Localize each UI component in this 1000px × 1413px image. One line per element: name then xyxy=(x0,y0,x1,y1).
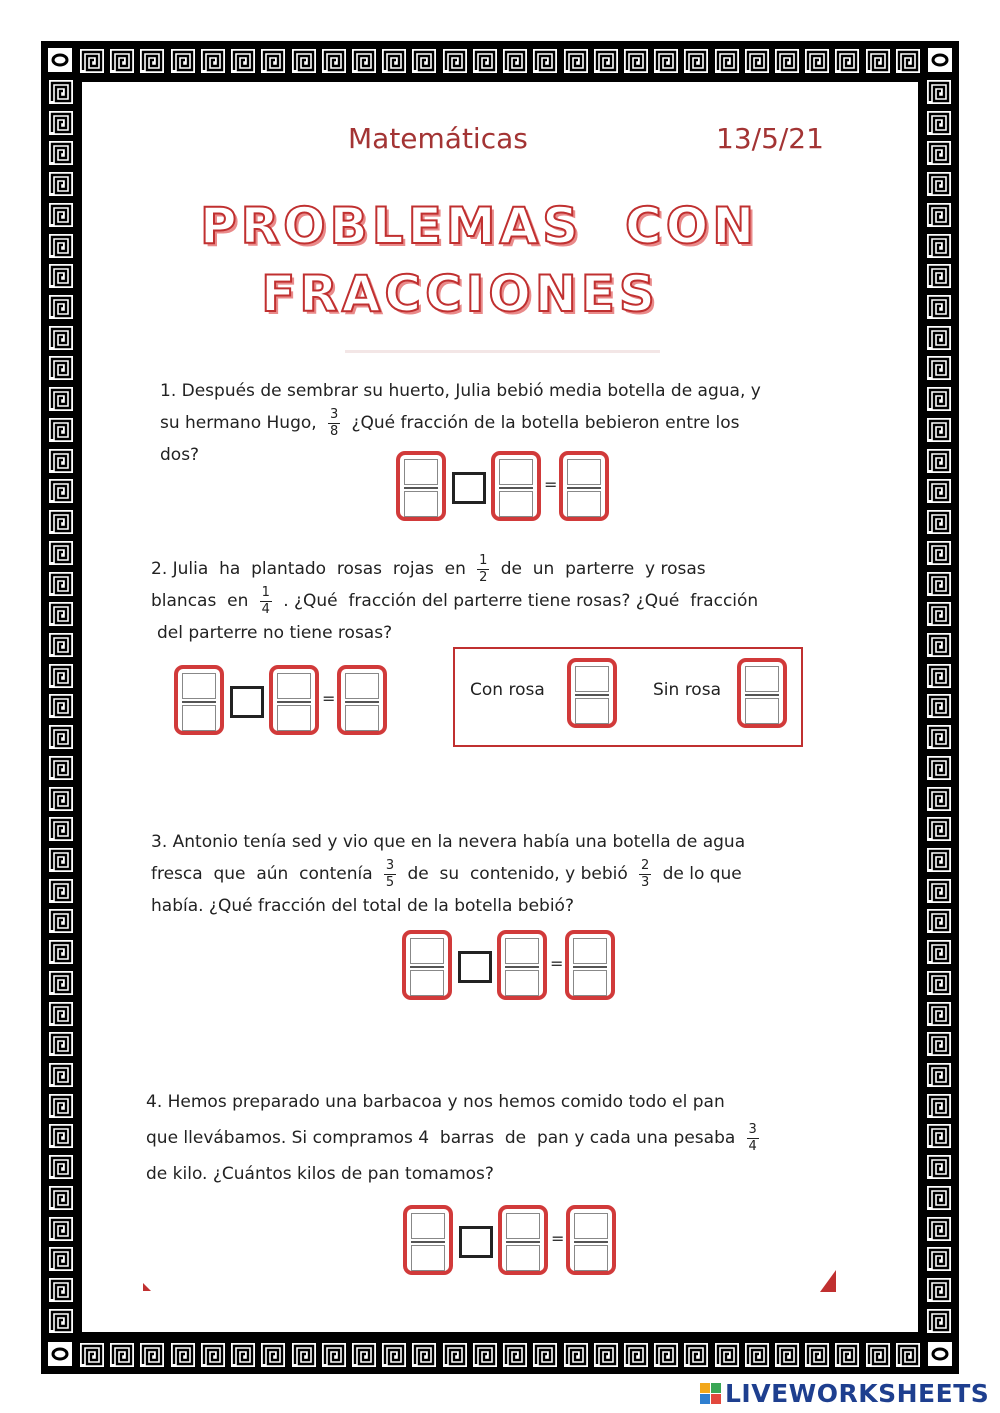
fraction-answer-box xyxy=(403,1205,453,1275)
greek-key-tile-icon xyxy=(927,541,951,565)
greek-key-tile-icon xyxy=(231,49,255,73)
operator-input[interactable] xyxy=(459,1226,493,1258)
fraction-bar xyxy=(345,701,379,703)
problem-1-text-part: ¿Qué fracción de la botella bebieron entre los xyxy=(351,413,740,433)
greek-key-tile-icon xyxy=(322,1343,346,1367)
denominator: 8 xyxy=(329,423,339,439)
greek-key-tile-icon xyxy=(896,49,920,73)
equals-sign: = xyxy=(550,954,564,973)
denominator-input[interactable] xyxy=(404,491,438,517)
denominator-input[interactable] xyxy=(567,491,601,517)
greek-key-tile-icon xyxy=(292,49,316,73)
greek-key-tile-icon xyxy=(49,1247,73,1271)
greek-key-tile-icon xyxy=(775,1343,799,1367)
greek-key-tile-icon xyxy=(412,1343,436,1367)
fraction-answer-box xyxy=(565,930,615,1000)
greek-key-tile-icon xyxy=(927,694,951,718)
greek-key-tile-icon xyxy=(201,49,225,73)
brand-name: LIVEWORKSHEETS xyxy=(725,1378,990,1408)
problem-1-line-3: dos? xyxy=(160,445,200,465)
problem-3-line-3: había. ¿Qué fracción del total de la botella bebió? xyxy=(151,896,574,916)
greek-key-tile-icon xyxy=(80,49,104,73)
fraction-bar xyxy=(499,487,533,489)
equals-sign: = xyxy=(544,475,558,494)
greek-key-tile-icon xyxy=(927,572,951,596)
greek-key-tile-icon xyxy=(927,1032,951,1056)
greek-key-tile-icon xyxy=(927,940,951,964)
fraction xyxy=(747,1123,759,1154)
numerator-input[interactable] xyxy=(575,666,609,692)
greek-key-tile-icon xyxy=(927,633,951,657)
numerator-input[interactable] xyxy=(573,938,607,964)
numerator: 1 xyxy=(479,552,488,568)
greek-key-tile-icon xyxy=(805,49,829,73)
denominator-input[interactable] xyxy=(573,970,607,996)
greek-key-tile-icon xyxy=(49,787,73,811)
operator-input[interactable] xyxy=(458,951,492,983)
problem-3-line-2 xyxy=(151,858,821,890)
greek-key-tile-icon xyxy=(775,49,799,73)
greek-key-tile-icon xyxy=(715,49,739,73)
greek-key-tile-icon xyxy=(261,1343,285,1367)
greek-key-tile-icon xyxy=(927,1002,951,1026)
greek-key-tile-icon xyxy=(49,1309,73,1333)
fraction-answer-box xyxy=(559,451,609,521)
corner-ornament-icon xyxy=(47,47,73,73)
greek-key-tile-icon xyxy=(49,234,73,258)
greek-key-tile-icon xyxy=(201,1343,225,1367)
con-rosa-label: Con rosa xyxy=(470,680,545,700)
greek-key-tile-icon xyxy=(473,1343,497,1367)
greek-key-tile-icon xyxy=(171,1343,195,1367)
greek-key-tile-icon xyxy=(927,787,951,811)
numerator-input[interactable] xyxy=(505,938,539,964)
fraction-bar xyxy=(567,487,601,489)
greek-key-tile-icon xyxy=(927,80,951,104)
greek-key-tile-icon xyxy=(49,264,73,288)
greek-key-tile-icon xyxy=(927,909,951,933)
denominator-input[interactable] xyxy=(345,705,379,731)
problem-2-line-1 xyxy=(151,553,821,585)
greek-key-tile-icon xyxy=(927,664,951,688)
equals-sign: = xyxy=(322,689,336,708)
denominator-input[interactable] xyxy=(499,491,533,517)
numerator-input[interactable] xyxy=(499,459,533,485)
greek-key-tile-icon xyxy=(473,49,497,73)
fraction-answer-box xyxy=(737,658,787,728)
numerator-input[interactable] xyxy=(345,673,379,699)
greek-key-tile-icon xyxy=(49,940,73,964)
greek-key-tile-icon xyxy=(49,848,73,872)
title-line-1: PROBLEMAS CON xyxy=(200,197,759,255)
numerator-input[interactable] xyxy=(411,1213,445,1239)
problem-2-text-part: . ¿Qué fracción del parterre tiene rosas? ¿Qué fracción xyxy=(283,591,759,611)
greek-key-tile-icon xyxy=(684,49,708,73)
greek-key-tile-icon xyxy=(49,694,73,718)
greek-key-tile-icon xyxy=(49,1032,73,1056)
denominator: 4 xyxy=(748,1138,757,1154)
title-divider xyxy=(345,350,660,353)
greek-key-tile-icon xyxy=(927,326,951,350)
greek-key-tile-icon xyxy=(927,725,951,749)
greek-key-tile-icon xyxy=(927,203,951,227)
greek-key-tile-icon xyxy=(927,1155,951,1179)
fraction-answer-box xyxy=(498,1205,548,1275)
greek-key-tile-icon xyxy=(654,49,678,73)
greek-key-tile-icon xyxy=(927,234,951,258)
greek-key-tile-icon xyxy=(443,49,467,73)
problem-3-text xyxy=(151,826,821,922)
greek-key-tile-icon xyxy=(927,172,951,196)
greek-key-tile-icon xyxy=(927,1186,951,1210)
greek-key-tile-icon xyxy=(927,356,951,380)
problem-1-line-2 xyxy=(160,407,820,439)
fraction-answer-box xyxy=(402,930,452,1000)
greek-key-tile-icon xyxy=(927,141,951,165)
greek-key-tile-icon xyxy=(745,49,769,73)
greek-key-tile-icon xyxy=(261,49,285,73)
numerator-input[interactable] xyxy=(182,673,216,699)
greek-key-tile-icon xyxy=(927,418,951,442)
border-left xyxy=(46,80,76,1333)
border-right xyxy=(924,80,954,1333)
greek-key-tile-icon xyxy=(503,49,527,73)
problem-1-text-part: su hermano Hugo, xyxy=(160,413,317,433)
numerator-input[interactable] xyxy=(404,459,438,485)
denominator-input[interactable] xyxy=(575,698,609,724)
numerator-input[interactable] xyxy=(410,938,444,964)
greek-key-tile-icon xyxy=(443,1343,467,1367)
greek-key-tile-icon xyxy=(382,1343,406,1367)
problem-4-line-3: de kilo. ¿Cuántos kilos de pan tomamos? xyxy=(146,1164,494,1184)
greek-key-tile-icon xyxy=(49,203,73,227)
fraction xyxy=(328,408,340,439)
fraction-bar xyxy=(505,966,539,968)
fraction-answer-box xyxy=(567,658,617,728)
fraction xyxy=(260,586,272,617)
greek-key-tile-icon xyxy=(80,1343,104,1367)
numerator: 2 xyxy=(641,857,650,873)
greek-key-tile-icon xyxy=(412,49,436,73)
greek-key-tile-icon xyxy=(110,49,134,73)
problem-2-text-part: 2. Julia ha plantado rosas rojas en xyxy=(151,559,466,579)
date-label: 13/5/21 xyxy=(716,122,824,155)
fraction-bar xyxy=(745,694,779,696)
numerator: 1 xyxy=(261,584,270,600)
problem-2-text xyxy=(151,553,821,649)
greek-key-tile-icon xyxy=(927,1278,951,1302)
problem-3-text-part: de su contenido, y bebió xyxy=(407,864,628,884)
corner-ornament-icon xyxy=(47,1341,73,1367)
greek-key-tile-icon xyxy=(49,971,73,995)
border-bottom xyxy=(80,1340,920,1370)
greek-key-tile-icon xyxy=(927,479,951,503)
liveworksheets-logo[interactable] xyxy=(700,1378,989,1408)
problem-4-line-1: 4. Hemos preparado una barbacoa y nos hemos comido todo el pan xyxy=(146,1092,725,1112)
greek-key-tile-icon xyxy=(49,1002,73,1026)
denominator-input[interactable] xyxy=(745,698,779,724)
greek-key-tile-icon xyxy=(896,1343,920,1367)
greek-key-tile-icon xyxy=(927,879,951,903)
fraction-bar xyxy=(575,694,609,696)
denominator: 5 xyxy=(385,874,395,890)
greek-key-tile-icon xyxy=(927,449,951,473)
numerator-input[interactable] xyxy=(745,666,779,692)
greek-key-tile-icon xyxy=(49,295,73,319)
greek-key-tile-icon xyxy=(382,49,406,73)
greek-key-tile-icon xyxy=(49,510,73,534)
numerator-input[interactable] xyxy=(567,459,601,485)
fraction-answer-box xyxy=(497,930,547,1000)
border-top xyxy=(80,46,920,76)
greek-key-tile-icon xyxy=(533,1343,557,1367)
greek-key-tile-icon xyxy=(927,1309,951,1333)
fraction-answer-box xyxy=(566,1205,616,1275)
greek-key-tile-icon xyxy=(49,326,73,350)
greek-key-tile-icon xyxy=(49,817,73,841)
decorative-triangle xyxy=(143,1283,151,1291)
greek-key-tile-icon xyxy=(140,1343,164,1367)
fraction-bar xyxy=(277,701,311,703)
problem-4-text xyxy=(146,1084,826,1192)
greek-key-tile-icon xyxy=(927,387,951,411)
problem-1-line-1: 1. Después de sembrar su huerto, Julia bebió media botella de agua, y xyxy=(160,381,761,401)
greek-key-tile-icon xyxy=(927,756,951,780)
greek-key-tile-icon xyxy=(49,541,73,565)
greek-key-tile-icon xyxy=(927,264,951,288)
greek-key-tile-icon xyxy=(564,49,588,73)
problem-3-text-part: fresca que aún contenía xyxy=(151,864,373,884)
corner-ornament-icon xyxy=(927,47,953,73)
greek-key-tile-icon xyxy=(49,909,73,933)
fraction xyxy=(384,859,396,890)
title-line-2: FRACCIONES xyxy=(261,265,659,323)
fraction-bar xyxy=(573,966,607,968)
greek-key-tile-icon xyxy=(927,1217,951,1241)
numerator-input[interactable] xyxy=(506,1213,540,1239)
subject-label: Matemáticas xyxy=(348,122,528,155)
numerator: 3 xyxy=(385,857,395,873)
greek-key-tile-icon xyxy=(927,1063,951,1087)
greek-key-tile-icon xyxy=(49,356,73,380)
greek-key-tile-icon xyxy=(594,49,618,73)
problem-2-line-2 xyxy=(151,585,821,617)
greek-key-tile-icon xyxy=(866,1343,890,1367)
fraction xyxy=(639,859,651,890)
greek-key-tile-icon xyxy=(654,1343,678,1367)
greek-key-tile-icon xyxy=(49,1278,73,1302)
equals-sign: = xyxy=(551,1229,565,1248)
greek-key-tile-icon xyxy=(49,602,73,626)
greek-key-tile-icon xyxy=(110,1343,134,1367)
greek-key-tile-icon xyxy=(866,49,890,73)
greek-key-tile-icon xyxy=(352,49,376,73)
greek-key-tile-icon xyxy=(624,1343,648,1367)
fraction-bar xyxy=(506,1241,540,1243)
greek-key-tile-icon xyxy=(49,418,73,442)
problem-3-text-part: de lo que xyxy=(662,864,742,884)
denominator-input[interactable] xyxy=(574,1245,608,1271)
sin-rosa-label: Sin rosa xyxy=(653,680,721,700)
greek-key-tile-icon xyxy=(49,1186,73,1210)
greek-key-tile-icon xyxy=(927,602,951,626)
greek-key-tile-icon xyxy=(49,664,73,688)
greek-key-tile-icon xyxy=(49,1063,73,1087)
denominator-input[interactable] xyxy=(411,1245,445,1271)
greek-key-tile-icon xyxy=(49,1217,73,1241)
greek-key-tile-icon xyxy=(927,1247,951,1271)
numerator: 3 xyxy=(748,1121,757,1137)
greek-key-tile-icon xyxy=(49,1155,73,1179)
greek-key-tile-icon xyxy=(231,1343,255,1367)
greek-key-tile-icon xyxy=(533,49,557,73)
numerator-input[interactable] xyxy=(277,673,311,699)
greek-key-tile-icon xyxy=(49,479,73,503)
greek-key-tile-icon xyxy=(49,756,73,780)
greek-key-tile-icon xyxy=(927,295,951,319)
fraction-bar xyxy=(410,966,444,968)
greek-key-tile-icon xyxy=(49,1124,73,1148)
greek-key-tile-icon xyxy=(594,1343,618,1367)
greek-key-tile-icon xyxy=(352,1343,376,1367)
greek-key-tile-icon xyxy=(49,572,73,596)
problem-2-text-part: de un parterre y rosas xyxy=(500,559,706,579)
greek-key-tile-icon xyxy=(49,172,73,196)
greek-key-tile-icon xyxy=(715,1343,739,1367)
fraction-answer-box xyxy=(491,451,541,521)
greek-key-tile-icon xyxy=(49,387,73,411)
denominator-input[interactable] xyxy=(410,970,444,996)
greek-key-tile-icon xyxy=(49,111,73,135)
greek-key-tile-icon xyxy=(49,633,73,657)
greek-key-tile-icon xyxy=(49,879,73,903)
greek-key-tile-icon xyxy=(805,1343,829,1367)
greek-key-tile-icon xyxy=(171,49,195,73)
fraction-bar xyxy=(411,1241,445,1243)
greek-key-tile-icon xyxy=(49,141,73,165)
greek-key-tile-icon xyxy=(927,1094,951,1118)
fraction-bar xyxy=(182,701,216,703)
greek-key-tile-icon xyxy=(927,510,951,534)
greek-key-tile-icon xyxy=(684,1343,708,1367)
greek-key-tile-icon xyxy=(49,725,73,749)
denominator-input[interactable] xyxy=(277,705,311,731)
greek-key-tile-icon xyxy=(624,49,648,73)
greek-key-tile-icon xyxy=(49,449,73,473)
denominator-input[interactable] xyxy=(506,1245,540,1271)
fraction-answer-box xyxy=(337,665,387,735)
greek-key-tile-icon xyxy=(49,80,73,104)
problem-2-line-3: del parterre no tiene rosas? xyxy=(157,623,393,643)
worksheet-title xyxy=(200,195,759,345)
greek-key-tile-icon xyxy=(927,1124,951,1148)
logo-blocks-icon xyxy=(700,1383,721,1404)
problem-2-text-part: blancas en xyxy=(151,591,249,611)
denominator: 2 xyxy=(479,569,488,585)
corner-ornament-icon xyxy=(927,1341,953,1367)
fraction-answer-box xyxy=(174,665,224,735)
denominator-input[interactable] xyxy=(505,970,539,996)
greek-key-tile-icon xyxy=(564,1343,588,1367)
fraction-answer-box xyxy=(269,665,319,735)
greek-key-tile-icon xyxy=(835,49,859,73)
problem-1-text xyxy=(160,375,820,471)
fraction-bar xyxy=(404,487,438,489)
greek-key-tile-icon xyxy=(745,1343,769,1367)
greek-key-tile-icon xyxy=(503,1343,527,1367)
denominator-input[interactable] xyxy=(182,705,216,731)
greek-key-tile-icon xyxy=(140,49,164,73)
fraction-bar xyxy=(574,1241,608,1243)
problem-4-text-part: que llevábamos. Si compramos 4 barras de pan y cada una pesaba xyxy=(146,1128,736,1148)
greek-key-tile-icon xyxy=(927,848,951,872)
fraction xyxy=(477,554,489,585)
decorative-triangle xyxy=(820,1270,836,1292)
numerator-input[interactable] xyxy=(574,1213,608,1239)
greek-key-tile-icon xyxy=(835,1343,859,1367)
numerator: 3 xyxy=(329,406,339,422)
greek-key-tile-icon xyxy=(49,1094,73,1118)
greek-key-tile-icon xyxy=(322,49,346,73)
operator-input[interactable] xyxy=(230,686,264,718)
denominator: 3 xyxy=(641,874,650,890)
greek-key-tile-icon xyxy=(927,817,951,841)
problem-4-line-2 xyxy=(146,1120,826,1156)
greek-key-tile-icon xyxy=(292,1343,316,1367)
problem-3-line-1: 3. Antonio tenía sed y vio que en la nevera había una botella de agua xyxy=(151,832,746,852)
denominator: 4 xyxy=(261,601,270,617)
greek-key-tile-icon xyxy=(927,111,951,135)
operator-input[interactable] xyxy=(452,472,486,504)
fraction-answer-box xyxy=(396,451,446,521)
greek-key-tile-icon xyxy=(927,971,951,995)
